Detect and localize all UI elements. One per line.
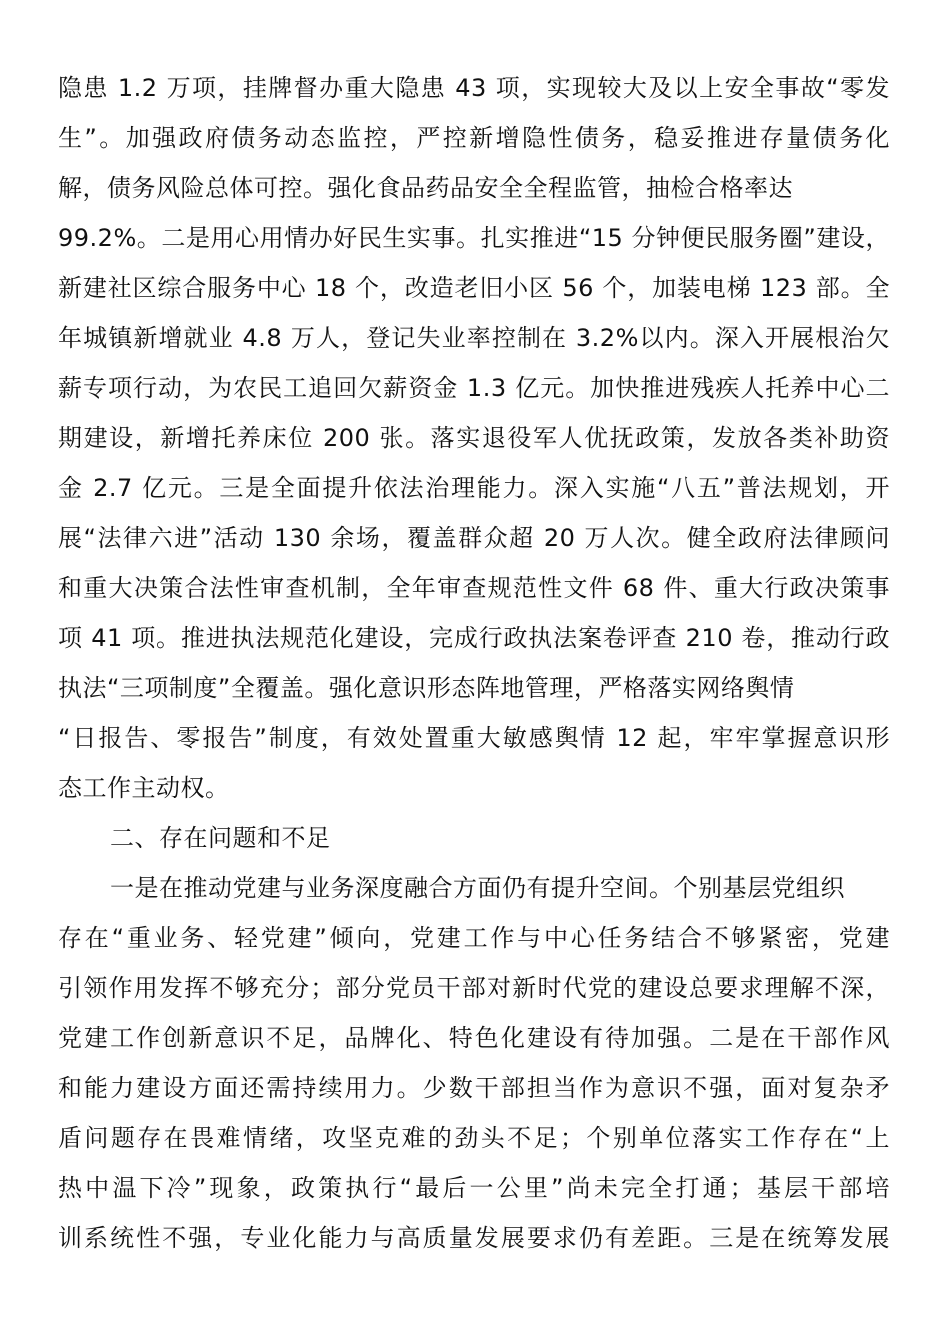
text-line: 和重大决策合法性审查机制，全年审查规范性文件 68 件、重大行政决策事	[58, 574, 890, 602]
text-line: 薪专项行动，为农民工追回欠薪资金 1.3 亿元。加快推进残疾人托养中心二	[58, 374, 890, 402]
text-line: 热中温下冷”现象，政策执行“最后一公里”尚未完全打通；基层干部培	[58, 1174, 890, 1202]
text-line: 态工作主动权。	[58, 774, 230, 802]
text-line: 展“法律六进”活动 130 余场，覆盖群众超 20 万人次。健全政府法律顾问	[58, 524, 890, 552]
text-line: 一是在推动党建与业务深度融合方面仍有提升空间。个别基层党组织	[110, 874, 845, 902]
text-line: 生”。加强政府债务动态监控，严控新增隐性债务，稳妥推进存量债务化	[58, 124, 890, 152]
text-line: 执法“三项制度”全覆盖。强化意识形态阵地管理，严格落实网络舆情	[58, 674, 795, 702]
text-line: 期建设，新增托养床位 200 张。落实退役军人优抚政策，发放各类补助资	[58, 424, 890, 452]
text-line: 99.2%。二是用心用情办好民生实事。扎实推进“15 分钟便民服务圈”建设，	[58, 224, 890, 252]
text-line: 训系统性不强，专业化能力与高质量发展要求仍有差距。三是在统筹发展	[58, 1224, 890, 1252]
text-line: 盾问题存在畏难情绪，攻坚克难的劲头不足；个别单位落实工作存在“上	[58, 1124, 890, 1152]
text-line: 解，债务风险总体可控。强化食品药品安全全程监管，抽检合格率达	[58, 174, 793, 202]
text-line: 存在“重业务、轻党建”倾向，党建工作与中心任务结合不够紧密，党建	[58, 924, 890, 952]
text-line: 隐患 1.2 万项，挂牌督办重大隐患 43 项，实现较大及以上安全事故“零发	[58, 74, 890, 102]
section-heading: 二、存在问题和不足	[110, 824, 331, 852]
text-line: “日报告、零报告”制度，有效处置重大敏感舆情 12 起，牢牢掌握意识形	[58, 724, 890, 752]
text-line: 和能力建设方面还需持续用力。少数干部担当作为意识不强，面对复杂矛	[58, 1074, 890, 1102]
text-line: 金 2.7 亿元。三是全面提升依法治理能力。深入实施“八五”普法规划，开	[58, 474, 890, 502]
paragraph-problems	[58, 870, 890, 1270]
text-line: 项 41 项。推进执法规范化建设，完成行政执法案卷评查 210 卷，推动行政	[58, 624, 890, 652]
paragraph-achievements-continued	[58, 70, 890, 820]
text-line: 新建社区综合服务中心 18 个，改造老旧小区 56 个，加装电梯 123 部。全	[58, 274, 890, 302]
document-page	[58, 70, 890, 1270]
text-line: 年城镇新增就业 4.8 万人，登记失业率控制在 3.2%以内。深入开展根治欠	[58, 324, 890, 352]
text-line: 党建工作创新意识不足，品牌化、特色化建设有待加强。二是在干部作风	[58, 1024, 890, 1052]
text-line: 引领作用发挥不够充分；部分党员干部对新时代党的建设总要求理解不深，	[58, 974, 890, 1002]
